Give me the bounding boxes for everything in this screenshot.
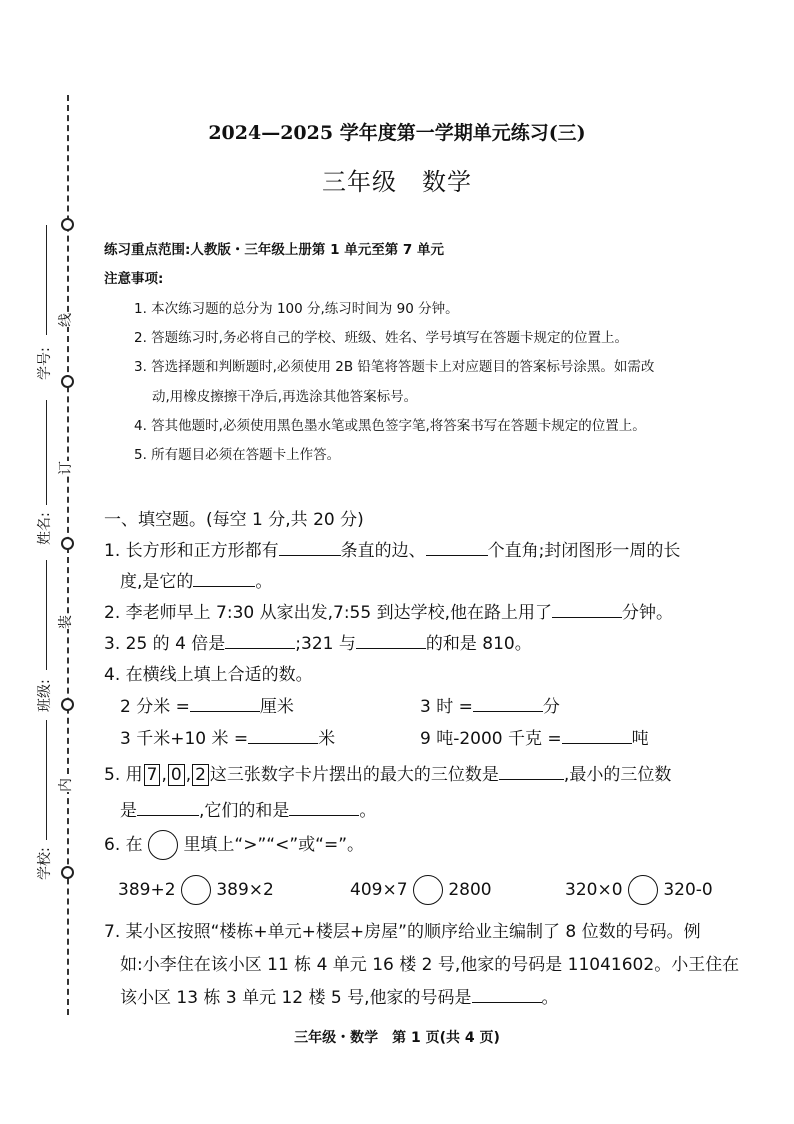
q4-item	[120, 724, 335, 749]
q6-item	[565, 875, 713, 905]
question-7-cont: 如:小李住在该小区 11 栋 4 单元 16 楼 2 号,他家的号码是 11041602。小王住在	[120, 955, 740, 975]
answer-blank[interactable]	[225, 633, 295, 649]
q6-text: 6. 在	[104, 835, 143, 855]
answer-blank[interactable]	[193, 571, 255, 587]
q6-item	[118, 875, 274, 905]
binding-ring	[61, 375, 74, 388]
answer-blank[interactable]	[473, 696, 543, 712]
section-heading: 一、填空题。(每空 1 分,共 20 分)	[104, 510, 364, 530]
q1-text: 度,是它的	[120, 572, 194, 592]
answer-blank[interactable]	[562, 728, 632, 744]
name-line[interactable]	[46, 400, 47, 505]
student-number-line[interactable]	[46, 225, 47, 335]
q4-unit: 厘米	[259, 697, 294, 717]
practice-scope: 练习重点范围:人教版・三年级上册第 1 单元至第 7 单元	[104, 242, 444, 258]
school-label: 学校:	[37, 847, 53, 880]
answer-blank[interactable]	[190, 696, 260, 712]
question-2	[104, 598, 673, 623]
binding-ring	[61, 866, 74, 879]
cut-word: 订	[55, 461, 75, 475]
q5-text: ,它们的和是	[199, 801, 290, 821]
binding-ring	[61, 537, 74, 550]
name-label: 姓名:	[37, 512, 53, 545]
q5-text: 。	[359, 801, 377, 821]
answer-blank[interactable]	[248, 728, 318, 744]
digit-card: 7	[144, 764, 161, 786]
note-item: 动,用橡皮擦擦干净后,再选涂其他答案标号。	[152, 389, 418, 405]
question-5: 5. 用 7 , 0 , 2 这三张数字卡片摆出的最大的三位数是 ,最小的三位数	[104, 765, 672, 785]
compare-circle[interactable]	[413, 875, 443, 905]
q3-text: 3. 25 的 4 倍是	[104, 634, 226, 654]
note-item: 5. 所有题目必须在答题卡上作答。	[134, 447, 341, 463]
q6-expr: 409×7	[350, 880, 408, 900]
answer-blank[interactable]	[356, 633, 426, 649]
answer-blank[interactable]	[499, 764, 564, 780]
q6-expr: 389+2	[118, 880, 176, 900]
q7-text: 。	[541, 988, 559, 1008]
answer-blank[interactable]	[279, 540, 341, 556]
q4-text: 2 分米 =	[120, 697, 190, 717]
digit-card: 0	[168, 764, 185, 786]
q4-item	[420, 692, 560, 717]
class-label: 班级:	[37, 679, 53, 712]
q4-text: 9 吨-2000 千克 =	[420, 729, 562, 749]
note-item: 2. 答题练习时,务必将自己的学校、班级、姓名、学号填写在答题卡规定的位置上。	[134, 330, 628, 346]
answer-blank[interactable]	[426, 540, 488, 556]
q5-text: 5. 用	[104, 765, 143, 785]
question-6	[104, 830, 364, 860]
q4-text: 3 时 =	[420, 697, 473, 717]
q6-text: 里填上“>”“<”或“=”。	[183, 835, 365, 855]
q2-text: 分钟。	[622, 603, 673, 623]
question-1-cont	[120, 567, 272, 592]
question-1	[104, 536, 680, 561]
exam-title: 2024—2025 学年度第一学期单元练习(三)	[208, 122, 586, 144]
q3-text: 的和是 810。	[425, 634, 532, 654]
question-7: 7. 某小区按照“楼栋+单元+楼层+房屋”的顺序给业主编制了 8 位数的号码。例	[104, 922, 701, 942]
answer-blank[interactable]	[289, 800, 359, 816]
compare-circle-example	[148, 830, 178, 860]
answer-blank[interactable]	[137, 800, 199, 816]
q6-expr: 320-0	[663, 880, 713, 900]
page-footer: 三年级・数学 第 1 页(共 4 页)	[294, 1030, 500, 1046]
q4-unit: 分	[542, 697, 560, 717]
cut-word: 线	[55, 313, 75, 327]
q6-expr: 320×0	[565, 880, 623, 900]
q1-text: 条直的边、	[340, 541, 426, 561]
q1-text: 个直角;封闭图形一周的长	[487, 541, 681, 561]
q3-text: ;321 与	[295, 634, 356, 654]
q4-unit: 米	[318, 729, 336, 749]
answer-blank[interactable]	[472, 987, 542, 1003]
q4-unit: 吨	[631, 729, 649, 749]
q7-text: 该小区 13 栋 3 单元 12 楼 5 号,他家的号码是	[120, 988, 472, 1008]
q5-text: 是	[120, 801, 137, 821]
q4-item	[420, 724, 649, 749]
question-7-cont	[120, 983, 559, 1008]
digit-card: 2	[192, 764, 209, 786]
compare-circle[interactable]	[628, 875, 658, 905]
student-number-label: 学号:	[37, 347, 53, 380]
q2-text: 2. 李老师早上 7:30 从家出发,7:55 到达学校,他在路上用了	[104, 603, 552, 623]
note-item: 3. 答选择题和判断题时,必须使用 2B 铅笔将答题卡上对应题目的答案标号涂黑。如需改	[134, 359, 655, 375]
q5-text: 这三张数字卡片摆出的最大的三位数是	[209, 765, 499, 785]
class-line[interactable]	[46, 560, 47, 670]
q5-text: ,最小的三位数	[563, 765, 672, 785]
compare-circle[interactable]	[181, 875, 211, 905]
notes-heading: 注意事项:	[104, 271, 164, 287]
q6-expr: 2800	[448, 880, 492, 900]
q6-item	[350, 875, 492, 905]
q1-text: 。	[255, 572, 273, 592]
question-5-cont	[120, 796, 376, 821]
school-line[interactable]	[46, 720, 47, 840]
question-3	[104, 629, 532, 654]
q4-item	[120, 692, 294, 717]
question-4: 4. 在横线上填上合适的数。	[104, 665, 313, 685]
binding-ring	[61, 698, 74, 711]
q4-text: 3 千米+10 米 =	[120, 729, 249, 749]
binding-ring	[61, 218, 74, 231]
exam-subtitle: 三年级 数学	[322, 168, 472, 196]
note-item: 4. 答其他题时,必须使用黑色墨水笔或黑色签字笔,将答案书写在答题卡规定的位置上。	[134, 418, 646, 434]
q6-expr: 389×2	[216, 880, 274, 900]
note-item: 1. 本次练习题的总分为 100 分,练习时间为 90 分钟。	[134, 301, 459, 317]
q1-text: 1. 长方形和正方形都有	[104, 541, 279, 561]
answer-blank[interactable]	[552, 602, 622, 618]
cut-word: 装	[55, 615, 75, 629]
cut-word: 内	[55, 778, 75, 792]
